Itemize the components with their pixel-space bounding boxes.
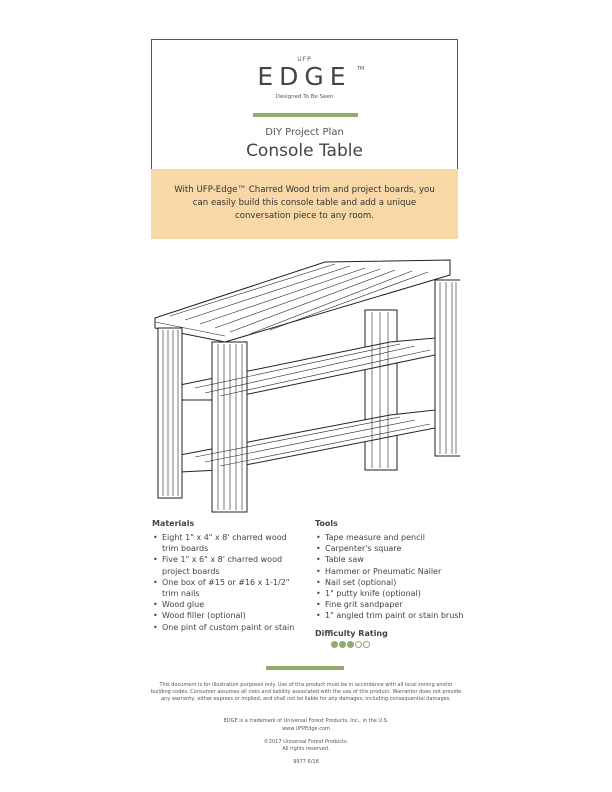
copyright: ©2017 Universal Forest Products.	[263, 739, 349, 745]
rights: All rights reserved.	[282, 746, 330, 752]
list-item: • Fine grit sandpaper	[325, 599, 475, 610]
list-item: • 1" angled trim paint or stain brush	[325, 610, 475, 621]
logo: EDGE	[257, 62, 352, 91]
rating-dot-filled	[347, 641, 354, 648]
materials-list	[152, 532, 302, 633]
plan-title: Console Table	[246, 141, 363, 161]
list-item: • Carpenter's square	[325, 543, 475, 554]
list-item: • Nail set (optional)	[325, 577, 475, 588]
rating-dot-filled	[339, 641, 346, 648]
rating-dot-empty	[355, 641, 362, 648]
list-item: • Wood glue	[162, 599, 302, 610]
rating-dot-filled	[331, 641, 338, 648]
back-left-leg	[365, 310, 397, 470]
difficulty-title: Difficulty Rating	[315, 629, 388, 638]
list-item: • Wood filler (optional)	[162, 610, 302, 621]
footer-green-rule	[266, 666, 344, 670]
tools-section	[315, 519, 475, 622]
front-left-leg	[158, 328, 182, 498]
logo-superscript: UFP	[297, 56, 312, 63]
tools-list	[315, 532, 475, 622]
header-green-rule	[253, 113, 358, 117]
list-item: • Five 1" x 6" x 8' charred wood project boards	[162, 554, 302, 576]
disclaimer: This document is for illustration purposes only. Use of this product must be in accordance with all local zoning and/or building codes. Consumer assumes all risks and liability associated with the use of this product. Warrantor does not provide any warranty, either express or implied, and shall not be liable for any damages, including consequential damages.	[150, 682, 462, 702]
plan-label: DIY Project Plan	[265, 127, 344, 138]
table-top	[155, 260, 450, 342]
tools-title: Tools	[315, 519, 338, 528]
rating-dot-empty	[363, 641, 370, 648]
list-item: • Tape measure and pencil	[325, 532, 475, 543]
document-code: 9977 6/18	[293, 759, 319, 765]
list-item: • 1" putty knife (optional)	[325, 588, 475, 599]
trademark-notice: EDGE is a trademark of Universal Forest Products, Inc., in the U.S.	[223, 718, 389, 724]
list-item: • Hammer or Pneumatic Nailer	[325, 566, 475, 577]
list-item: • Eight 1" x 4" x 8' charred wood trim boards	[162, 532, 302, 554]
materials-section	[152, 519, 302, 633]
difficulty-rating	[331, 641, 371, 649]
list-item: • One box of #15 or #16 x 1-1/2" trim nails	[162, 577, 302, 599]
intro-text: With UFP-Edge™ Charred Wood trim and project boards, you can easily build this console table and add a unique conversation piece to any room.	[151, 169, 458, 239]
list-item: • One pint of custom paint or stain	[162, 622, 302, 633]
tagline: Designed To Be Seen	[275, 94, 334, 100]
materials-title: Materials	[152, 519, 195, 528]
website: www.UFPEdge.com	[282, 726, 330, 732]
console-table-illustration	[150, 250, 460, 515]
logo-trademark: TM	[357, 66, 365, 72]
header-box	[151, 39, 458, 169]
list-item: • Table saw	[325, 554, 475, 565]
